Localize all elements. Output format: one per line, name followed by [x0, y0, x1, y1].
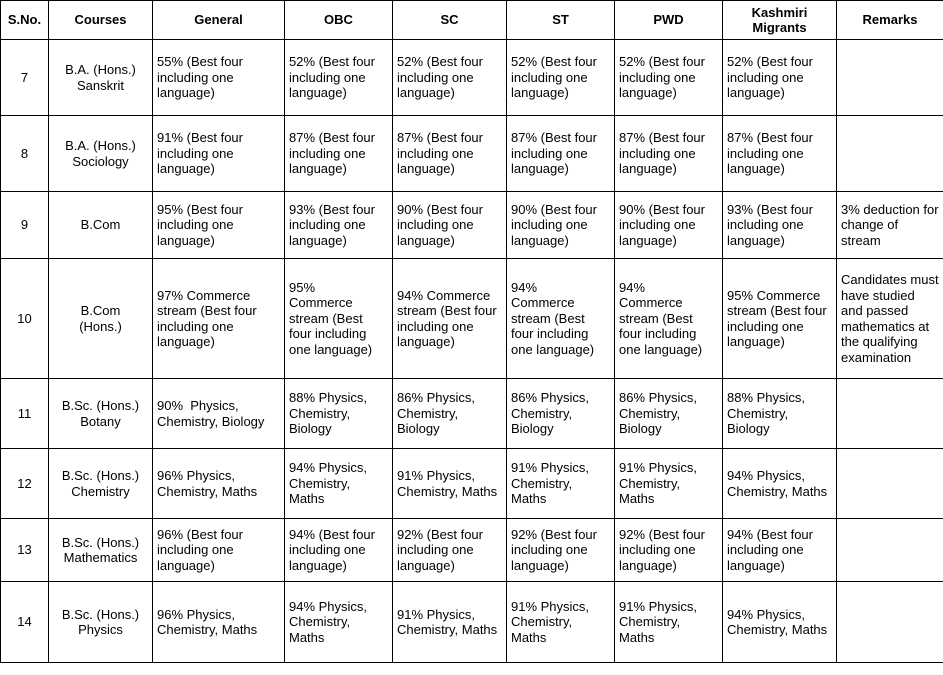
sno-cell: 14	[1, 582, 49, 663]
obc-cell: 94% (Best four including one language)	[285, 519, 393, 582]
general-cell: 55% (Best four including one language)	[153, 40, 285, 116]
sc-cell: 91% Physics, Chemistry, Maths	[393, 582, 507, 663]
course-cell: B.Sc. (Hons.) Botany	[49, 379, 153, 449]
course-cell: B.A. (Hons.) Sanskrit	[49, 40, 153, 116]
obc-cell: 87% (Best four including one language)	[285, 116, 393, 192]
sc-cell: 86% Physics, Chemistry, Biology	[393, 379, 507, 449]
table-row	[1, 519, 943, 582]
remarks-cell	[837, 40, 943, 116]
st-cell: 91% Physics, Chemistry, Maths	[507, 449, 615, 519]
obc-cell: 94% Physics, Chemistry, Maths	[285, 582, 393, 663]
sno-cell: 7	[1, 40, 49, 116]
table-header	[1, 1, 943, 40]
header-pwd: PWD	[615, 1, 723, 40]
pwd-cell: 87% (Best four including one language)	[615, 116, 723, 192]
kashmiri-migrants-cell: 94% (Best four including one language)	[723, 519, 837, 582]
kashmiri-migrants-cell: 95% Commerce stream (Best four including one language)	[723, 259, 837, 379]
course-cell: B.Sc. (Hons.) Chemistry	[49, 449, 153, 519]
sc-cell: 92% (Best four including one language)	[393, 519, 507, 582]
table-row	[1, 116, 943, 192]
st-cell: 52% (Best four including one language)	[507, 40, 615, 116]
header-row	[1, 1, 943, 40]
st-cell: 90% (Best four including one language)	[507, 192, 615, 259]
table-row	[1, 449, 943, 519]
table-body	[1, 40, 943, 663]
header-courses: Courses	[49, 1, 153, 40]
obc-cell: 88% Physics, Chemistry, Biology	[285, 379, 393, 449]
kashmiri-migrants-cell: 94% Physics, Chemistry, Maths	[723, 449, 837, 519]
pwd-cell: 90% (Best four including one language)	[615, 192, 723, 259]
pwd-cell: 86% Physics, Chemistry, Biology	[615, 379, 723, 449]
sno-cell: 13	[1, 519, 49, 582]
remarks-cell	[837, 116, 943, 192]
general-cell: 96% Physics, Chemistry, Maths	[153, 449, 285, 519]
sno-cell: 8	[1, 116, 49, 192]
header-sno: S.No.	[1, 1, 49, 40]
pwd-cell: 52% (Best four including one language)	[615, 40, 723, 116]
course-cell: B.Com (Hons.)	[49, 259, 153, 379]
sc-cell: 94% Commerce stream (Best four including one language)	[393, 259, 507, 379]
course-cell: B.A. (Hons.) Sociology	[49, 116, 153, 192]
kashmiri-migrants-cell: 88% Physics, Chemistry, Biology	[723, 379, 837, 449]
remarks-cell	[837, 449, 943, 519]
pwd-cell: 94% Commerce stream (Best four including one language)	[615, 259, 723, 379]
header-kashmiri-migrants: Kashmiri Migrants	[723, 1, 837, 40]
general-cell: 91% (Best four including one language)	[153, 116, 285, 192]
obc-cell: 52% (Best four including one language)	[285, 40, 393, 116]
pwd-cell: 91% Physics, Chemistry, Maths	[615, 449, 723, 519]
obc-cell: 95% Commerce stream (Best four including one language)	[285, 259, 393, 379]
sc-cell: 91% Physics, Chemistry, Maths	[393, 449, 507, 519]
remarks-cell	[837, 582, 943, 663]
remarks-cell	[837, 519, 943, 582]
remarks-cell: Candidates must have studied and passed mathematics at the qualifying examination	[837, 259, 943, 379]
general-cell: 95% (Best four including one language)	[153, 192, 285, 259]
course-cell: B.Com	[49, 192, 153, 259]
header-st: ST	[507, 1, 615, 40]
general-cell: 90% Physics, Chemistry, Biology	[153, 379, 285, 449]
table-row	[1, 379, 943, 449]
sno-cell: 11	[1, 379, 49, 449]
header-sc: SC	[393, 1, 507, 40]
kashmiri-migrants-cell: 87% (Best four including one language)	[723, 116, 837, 192]
course-cell: B.Sc. (Hons.) Mathematics	[49, 519, 153, 582]
table-row	[1, 582, 943, 663]
header-obc: OBC	[285, 1, 393, 40]
header-general: General	[153, 1, 285, 40]
sno-cell: 10	[1, 259, 49, 379]
remarks-cell: 3% deduction for change of stream	[837, 192, 943, 259]
st-cell: 94% Commerce stream (Best four including one language)	[507, 259, 615, 379]
general-cell: 97% Commerce stream (Best four including one language)	[153, 259, 285, 379]
sc-cell: 90% (Best four including one language)	[393, 192, 507, 259]
kashmiri-migrants-cell: 52% (Best four including one language)	[723, 40, 837, 116]
remarks-cell	[837, 379, 943, 449]
course-cell: B.Sc. (Hons.) Physics	[49, 582, 153, 663]
st-cell: 91% Physics, Chemistry, Maths	[507, 582, 615, 663]
table-row	[1, 40, 943, 116]
sno-cell: 12	[1, 449, 49, 519]
general-cell: 96% Physics, Chemistry, Maths	[153, 582, 285, 663]
sc-cell: 52% (Best four including one language)	[393, 40, 507, 116]
table-row	[1, 259, 943, 379]
obc-cell: 93% (Best four including one language)	[285, 192, 393, 259]
obc-cell: 94% Physics, Chemistry, Maths	[285, 449, 393, 519]
st-cell: 92% (Best four including one language)	[507, 519, 615, 582]
sno-cell: 9	[1, 192, 49, 259]
st-cell: 87% (Best four including one language)	[507, 116, 615, 192]
kashmiri-migrants-cell: 93% (Best four including one language)	[723, 192, 837, 259]
pwd-cell: 92% (Best four including one language)	[615, 519, 723, 582]
header-remarks: Remarks	[837, 1, 943, 40]
pwd-cell: 91% Physics, Chemistry, Maths	[615, 582, 723, 663]
st-cell: 86% Physics, Chemistry, Biology	[507, 379, 615, 449]
sc-cell: 87% (Best four including one language)	[393, 116, 507, 192]
table-row	[1, 192, 943, 259]
general-cell: 96% (Best four including one language)	[153, 519, 285, 582]
kashmiri-migrants-cell: 94% Physics, Chemistry, Maths	[723, 582, 837, 663]
